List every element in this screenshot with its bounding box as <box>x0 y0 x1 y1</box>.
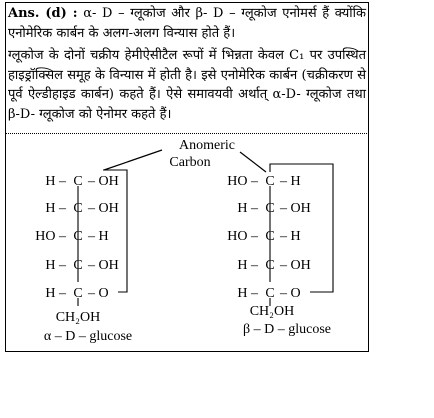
beta-c2: C <box>265 201 275 216</box>
alpha-c3-right: – H <box>88 229 109 244</box>
anomeric-label-line1: Anomeric <box>179 138 235 153</box>
beta-c5-right: – O <box>280 286 301 301</box>
beta-c2-right: – OH <box>280 201 311 216</box>
alpha-glucose-structure <box>35 170 132 344</box>
alpha-c3: C <box>73 229 83 244</box>
alpha-c5: C <box>73 286 83 301</box>
arrow-to-alpha-c1 <box>104 150 162 170</box>
beta-c2-left: H – <box>237 201 258 216</box>
answer-label: Ans. (d) : <box>8 6 78 21</box>
alpha-c1-right: – OH <box>88 174 119 189</box>
beta-c1: C <box>265 174 275 189</box>
beta-c3: C <box>265 229 275 244</box>
beta-c5: C <box>265 286 275 301</box>
alpha-c2-left: H – <box>45 201 66 216</box>
arrow-to-beta-c1 <box>240 152 266 172</box>
answer-paragraph-2: ग्लूकोज के दोनों चक्रीय हेमीऐसीटैल रूपों में भिन्नता केवल C₁ पर उपस्थित हाइड्रॉक्सिल समूह के विन्यास में होती है। इसे एनोमेरिक कार्बन (चक्रीकरण से पूर्व ऐल्डीहाइड कार्बन) कहते हैं। ऐसे समावयवी अर्थात् α-D- ग्लूकोज तथा β-D- ग्लूकोज को ऐनोमर कहते हैं। <box>8 48 366 122</box>
beta-c3-right: – H <box>280 229 301 244</box>
alpha-c2: C <box>73 201 83 216</box>
alpha-c4-left: H – <box>45 258 66 273</box>
beta-glucose-structure <box>227 164 333 337</box>
alpha-c4: C <box>73 258 83 273</box>
alpha-c3-left: HO – <box>35 229 66 244</box>
alpha-c2-right: – OH <box>88 201 119 216</box>
alpha-c1-left: H – <box>45 174 66 189</box>
anomeric-label-line2: Carbon <box>169 155 211 170</box>
beta-c4: C <box>265 258 275 273</box>
alpha-c4-right: – OH <box>88 258 119 273</box>
beta-c3-left: HO – <box>227 229 258 244</box>
beta-c4-left: H – <box>237 258 258 273</box>
alpha-c1: C <box>73 174 83 189</box>
alpha-c5-left: H – <box>45 286 66 301</box>
alpha-glucose-name: α – D – glucose <box>43 329 133 344</box>
beta-c5-left: H – <box>237 286 258 301</box>
alpha-ch2oh: CH₂OH <box>55 310 101 325</box>
alpha-c5-right: – O <box>88 286 109 301</box>
beta-c1-left: HO – <box>227 174 258 189</box>
beta-c4-right: – OH <box>280 258 311 273</box>
beta-glucose-name: β – D – glucose <box>243 322 331 337</box>
beta-ch2oh: CH₂OH <box>249 304 295 319</box>
beta-c1-right: – H <box>280 174 301 189</box>
anomer-definition-text: α- D – ग्लूकोज और β- D – ग्लूकोज एनोमर्स हैं क्योंकि एनोमेरिक कार्बन के अलग-अलग विन्यास होते हैं। <box>8 6 366 41</box>
